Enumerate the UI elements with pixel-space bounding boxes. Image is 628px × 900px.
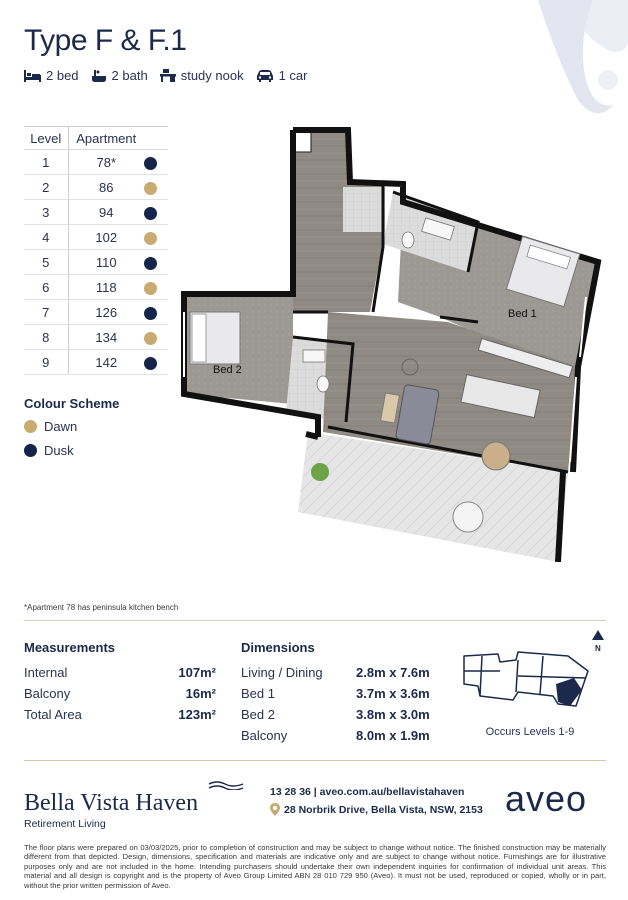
level-cell: 4 [24, 225, 68, 250]
contact-line: 13 28 36 | aveo.com.au/bellavistahaven [270, 786, 465, 798]
car-icon [256, 70, 274, 82]
bed-icon [24, 70, 41, 82]
levels-table-row [24, 175, 168, 200]
colour-scheme-dawn [24, 419, 77, 434]
balcony-table [453, 502, 483, 532]
feature-bed-label: 2 bed [46, 68, 79, 83]
wave-logo-icon [208, 780, 244, 790]
levels-table-row [24, 250, 168, 275]
dawn-swatch [24, 420, 37, 433]
footnote: *Apartment 78 has peninsula kitchen bench [24, 603, 179, 612]
address-line [270, 803, 483, 816]
level-cell: 9 [24, 350, 68, 375]
apartment-cell: 134 [68, 325, 144, 350]
measurement-value: 123m² [178, 707, 216, 722]
feature-list [24, 68, 307, 83]
measurement-label: Internal [24, 665, 68, 680]
north-label: N [595, 644, 601, 653]
dawn-dot [144, 282, 157, 295]
key-plan-caption: Occurs Levels 1-9 [485, 726, 575, 738]
divider [24, 760, 606, 761]
levels-table-row [24, 200, 168, 225]
dusk-dot [144, 157, 157, 170]
page-title: Type F & F.1 [24, 24, 187, 57]
floral-watermark-icon [508, 0, 628, 120]
plant-icon [311, 463, 329, 481]
apartment-cell: 126 [68, 300, 144, 325]
header-apartment: Apartment [68, 127, 144, 150]
feature-bed [24, 68, 79, 83]
apartment-cell: 102 [68, 225, 144, 250]
north-arrow-icon [592, 630, 604, 640]
colour-scheme-title: Colour Scheme [24, 396, 120, 411]
measurement-label: Total Area [24, 707, 82, 722]
address-text: 28 Norbrik Drive, Bella Vista, NSW, 2153 [284, 803, 483, 816]
dawn-dot [144, 332, 157, 345]
dusk-dot [144, 357, 157, 370]
feature-bath-label: 2 bath [111, 68, 148, 83]
floor-plan [178, 122, 608, 562]
dusk-dot [144, 307, 157, 320]
feature-car-label: 1 car [278, 68, 308, 83]
levels-table-row [24, 300, 168, 325]
dimension-label: Living / Dining [241, 665, 323, 680]
bed2-bed [190, 312, 240, 364]
levels-table-row [24, 150, 168, 175]
apartment-cell: 86 [68, 175, 144, 200]
disclaimer: The floor plans were prepared on 03/03/2025, prior to completion of construction and may be subject to change without notice. The finished construction may be materially different from that depicted. Design, dimensions, specification and materials are indicative only and are subject to change without notice. Furnishings are for illustrative purposes only and are not included in the home. Intending purchasers should undertake their own independent inquiries for confirmation of individual unit areas. This material and all design is copyright and is the property of Aveo Group Limited ABN 28 010 729 950 (Aveo). It must not be used, reproduced or copied, wholly or in part, without the prior written permission of Aveo. [24, 843, 606, 890]
level-cell: 5 [24, 250, 68, 275]
levels-table-row [24, 225, 168, 250]
location-pin-icon [270, 803, 280, 816]
dimension-value: 3.7m x 3.6m [356, 686, 430, 701]
level-cell: 2 [24, 175, 68, 200]
divider [24, 620, 606, 621]
measurement-value: 16m² [185, 686, 216, 701]
apartment-cell: 94 [68, 200, 144, 225]
dawn-dot [144, 182, 157, 195]
header-level: Level [24, 127, 68, 150]
dimension-value: 2.8m x 7.6m [356, 665, 430, 680]
bed2-label: Bed 2 [213, 364, 242, 376]
feature-study-label: study nook [180, 68, 244, 83]
desk-icon [160, 69, 176, 82]
levels-table-row [24, 275, 168, 300]
levels-table-row [24, 350, 168, 375]
level-cell: 7 [24, 300, 68, 325]
dusk-dot [144, 207, 157, 220]
key-plan [458, 626, 608, 726]
dusk-label: Dusk [44, 443, 74, 458]
dawn-dot [144, 232, 157, 245]
colour-scheme-dusk [24, 443, 74, 458]
measurement-value: 107m² [178, 665, 216, 680]
levels-table-header [24, 127, 168, 150]
feature-bath [91, 68, 148, 83]
aveo-logo: aveo [505, 778, 588, 819]
laundry [343, 187, 385, 232]
measurement-label: Balcony [24, 686, 71, 701]
bath-icon [91, 69, 107, 83]
apartment-cell: 142 [68, 350, 144, 375]
feature-car [256, 68, 308, 83]
apartment-cell: 110 [68, 250, 144, 275]
dimension-label: Balcony [241, 728, 288, 743]
level-cell: 3 [24, 200, 68, 225]
dawn-label: Dawn [44, 419, 78, 434]
dimensions-title: Dimensions [241, 640, 315, 655]
dimension-label: Bed 1 [241, 686, 275, 701]
feature-study [160, 68, 244, 83]
dimension-value: 8.0m x 1.9m [356, 728, 430, 743]
levels-table-row [24, 325, 168, 350]
level-cell: 1 [24, 150, 68, 175]
measurements-title: Measurements [24, 640, 116, 655]
dining-table [482, 442, 510, 470]
bed1-label: Bed 1 [508, 308, 537, 320]
dimension-label: Bed 2 [241, 707, 275, 722]
dusk-swatch [24, 444, 37, 457]
apartment-cell: 118 [68, 275, 144, 300]
brand-name: Bella Vista Haven [24, 790, 199, 816]
levels-table [24, 126, 168, 375]
dusk-dot [144, 257, 157, 270]
apartment-cell: 78* [68, 150, 144, 175]
level-cell: 6 [24, 275, 68, 300]
brand-subtitle: Retirement Living [24, 818, 106, 830]
level-cell: 8 [24, 325, 68, 350]
dimension-value: 3.8m x 3.0m [356, 707, 430, 722]
